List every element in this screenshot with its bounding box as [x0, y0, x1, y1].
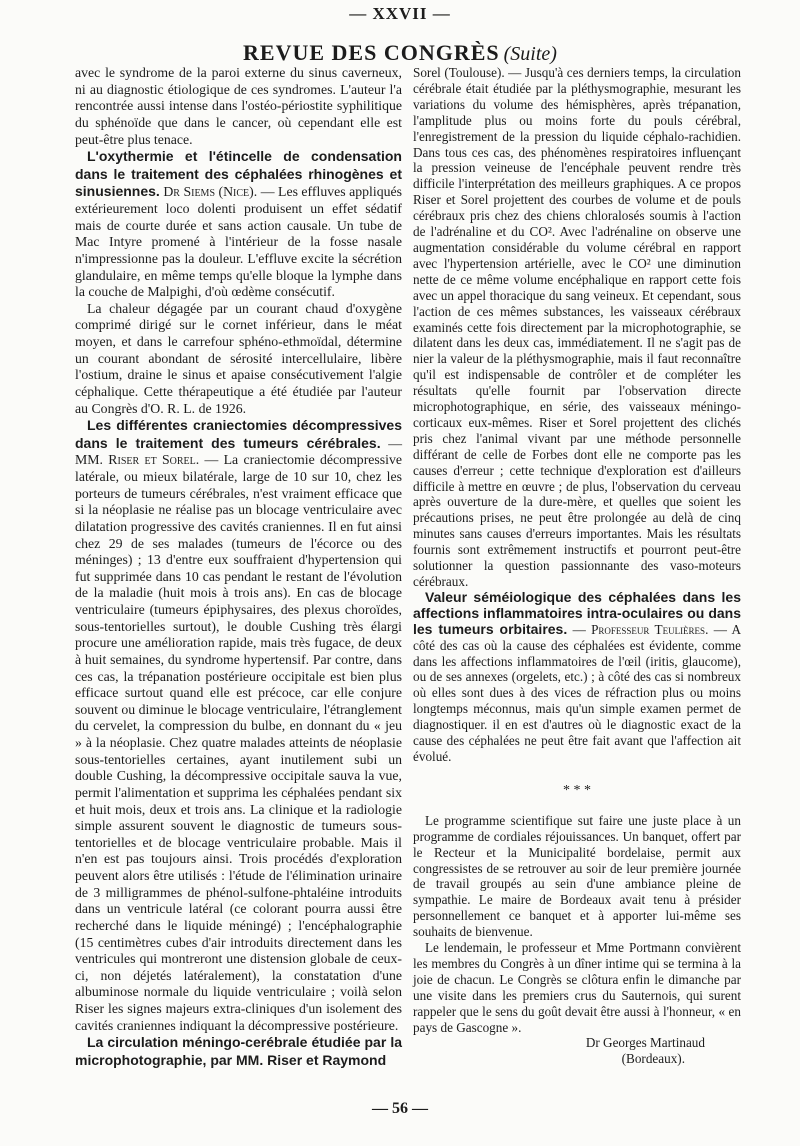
section-circulation-title — [75, 1034, 402, 1069]
signature: Dr Georges Martinaud — [585, 1035, 705, 1051]
section-author: — Professeur Teulières. — [572, 621, 709, 637]
section-separator: * * * — [563, 782, 591, 798]
page-title: REVUE DES CONGRÈS — [243, 40, 500, 65]
section-text: — A côté des cas où la cause des céphalées est évidente, comme dans les affections inflammatoires de l'œil (iritis, glaucome), ou de ses annexes (orgelets, etc.) ; à côté des cas si nombreux où elles sont dues à des vices de réfraction plus ou moins longtemps méconnus, mais qu'un simple examen permet de diagnostiquer. il en est d'autres où le diagnostic exact de la cause des céphalées ne peut être fait avant que l'affection ait évolué. — [413, 621, 742, 764]
roman-page-number: — XXVII — — [349, 4, 451, 23]
paragraph: Sorel (Toulouse). — Jusqu'à ces derniers temps, la circulation cérébrale était étudiée par la pléthysmographie, mesurant les variations du volume des hémisphères, après trépanation, l'amplitude plus ou moins forte du pouls cérébral, l'enregistrement de la pression du liquide céphalo-rachidien. Dans tous ces cas, des phénomènes respiratoires influençant la pression veineuse de l'encéphale peuvent rendre très difficile l'interprétation des meilleurs graphiques. A ce propos Riser et Sorel projettent des courbes de volume et de pouls cérébraux pris chez des chiens chloralosés soumis à l'action de l'adrénaline et du CO². Avec l'adrénaline on observe une augmentation considérable du volume cérébral en rapport avec l'hypertension artérielle, avec le CO² une diminution nette de ce même volume encéphalique en rapport cette fois avec un appel thoracique du sang veineux. Et cependant, sous l'action de ces mêmes substances, les vaisseaux cérébraux examinés cette fois directement par la microphotographie, se dilatent dans les deux cas, immédiatement. Il ne s'agit pas de nier la valeur de la pléthysmographie, mais il faut reconnaître qu'il est indispensable de contrôler et de compléter les résultats qu'elle fournit par l'observation directe microphotographique, en série, des vaisseaux méningo-corticaux eux-mêmes. Riser et Sorel projettent des clichés pris chez l'animal vivant par une méthode personnelle différant de celle de Forbes dont elle ne comporte pas les causes d'erreur ; cette technique d'exploration est d'ailleurs difficile à mettre en œuvre ; de plus, l'observation du cerveau après ouverture de la dure-mère, et quelles que soient les précautions prises, ne peut être prolongée au delà de cinq minutes sans causes d'erreurs importantes. Mais les résultats fournis sont extrêmement instructifs et pourront peut-être solutionner la question passionnante des vaso-moteurs cérébraux. — [413, 65, 741, 589]
section-text: — La craniectomie décompressive latérale, ou mieux bilatérale, large de 10 sur 10, chez les porteurs de tumeurs cérébrales, n'est vraiment efficace que si la néoplasie ne réalise pas un blocage ventriculaire avec dilatation progressive des cavités craniennes. Il en fut ainsi chez 29 de ses malades (tumeurs de l'écorce ou des méninges) ; 13 d'entre eux souffraient d'hypertension qui fut supprimée dans 10 cas pendant le restant de l'évolution de la maladie (huit mois à trois ans). En cas de blocage ventriculaire (tumeurs épiphysaires, des plexus choroïdes, sous-tentorielles surtout), le double Cushing très élargi procure une amélioration rapide, mais très fugace, de deux à huit semaines, du syndrome hypertensif. Par contre, dans ces cas, la trépanation postérieure occipitale est bien plus efficace surtout quand elle est précoce, car elle conjure souvent ou diminue le blocage ventriculaire, l'étranglement du cervelet, la compression du bulbe, en donnant du « jeu » à la néoplasie. Chez quatre malades atteints de néoplasie sous-tentorielles certaines, ayant inutilement subi un double Cushing, la décompressive occipitale sauva la vue, permit l'alimentation et supprima les céphalées pendant six et huit mois, deux et trois ans. La clinique et la radiologie simple assurent souvent le diagnostic de tumeurs sous-tentorielles et de blocage ventriculaire probable. Mais il n'en est pas toujours ainsi. Trois procédés d'exploration peuvent alors être utilisés : l'étude de l'élimination urinaire de 3 milligrammes de phénol-sulfone-phtaléine introduits dans un ventricule latéral (ce colorant pourra aussi être recherché dans le liquide méningé) ; l'encéphalographie (15 centimètres cubes d'air introduits directement dans les ventricules qui montreront une distension globale de ceux-ci, non déjetés latéralement), la constatation d'une albuminose normale du liquide ventriculaire ; voilà selon Riser les signes majeurs extra-cliniques d'un isolement des cavités craniennes indiquant la décompressive postérieure. — [75, 452, 403, 1033]
section-teulieres — [413, 590, 741, 765]
section-craniectomies — [75, 417, 402, 1034]
page-subtitle: (Suite) — [503, 43, 557, 65]
section-title: Valeur séméiologique des céphalées dans les affections inflammatoires intra-oculaires ou dans les tumeurs orbitaires. — [413, 588, 741, 637]
page-number: — 56 — — [372, 1100, 428, 1117]
paragraph: avec le syndrome de la paroi externe du sinus caverneux, ni au diagnostic étiologique de ces syndromes. L'auteur l'a rencontrée aussi intense dans l'ostéo-périostite syphilitique du sphénoïde que dans le cancer, où cependant elle est peut-être plus tenace. — [75, 65, 402, 147]
section-title: Les différentes craniectomies décompressives dans le traitement des tumeurs cérébrales. — [75, 417, 402, 451]
paragraph: Le programme scientifique sut faire une juste place à un programme de cordiales réjouissances. Un banquet, offert par le Recteur et la Municipalité bordelaise, permit aux congressistes de se retrouver au soir de leur première journée de travail groupés au sein d'une ambiance pleine de sympathie. Le maire de Bordeaux avait tenu à présider personnellement ce banquet et à apporter lui-même ses souhaits de bienvenue. — [413, 812, 741, 940]
section-text: — Les effluves appliqués extérieurement loco dolenti produisent un effet sédatif mais de courte durée et sans action causale. Un tube de Mac Intyre promené à l'intérieur de la fosse nasale n'impressionne pas la douleur. L'effluve excite la sécrétion glandulaire, en même temps qu'elle bloque la lymphe dans la couche de Malpighi, d'où œdème consécutif. — [75, 184, 402, 300]
paragraph: La chaleur dégagée par un courant chaud d'oxygène comprimé dirigé sur le cornet inférieur, dans le méat moyen, et dans le carrefour sphéno-ethmoïdal, détermine un courant abondant de sérosité intercellulaire, libère l'ostium, draine le sinus et apaise consécutivement l'algie céphalique. Cette thérapeutique a été étudiée par l'auteur au Congrès d'O. R. L. de 1926. — [75, 300, 402, 416]
section-author: — MM. Riser et Sorel. — [75, 435, 402, 468]
page-header — [0, 40, 800, 66]
left-column — [75, 65, 402, 1070]
paragraph: Le lendemain, le professeur et Mme Portmann convièrent les membres du Congrès à un dîner intime qui se termina à la joie de chacun. Le Congrès se clôtura enfin le dimanche par une visite dans les premiers crus du Sauternois, qui surent rappeler que le sens du goût devait être aussi à l'honneur, « en pays de Gascogne ». — [413, 940, 741, 1035]
signature-place: (Bordeaux). — [621, 1051, 685, 1067]
section-title: L'oxythermie et l'étincelle de condensation dans le traitement des céphalées rhinogènes et sinusiennes. — [75, 148, 402, 200]
section-title: La circulation méningo-cerébrale étudiée par la microphotographie, par MM. Riser et Raymond — [75, 1034, 402, 1068]
section-siems — [75, 148, 402, 301]
section-author: Dr Siems (Nice). — [163, 184, 258, 200]
right-column — [413, 65, 741, 1067]
